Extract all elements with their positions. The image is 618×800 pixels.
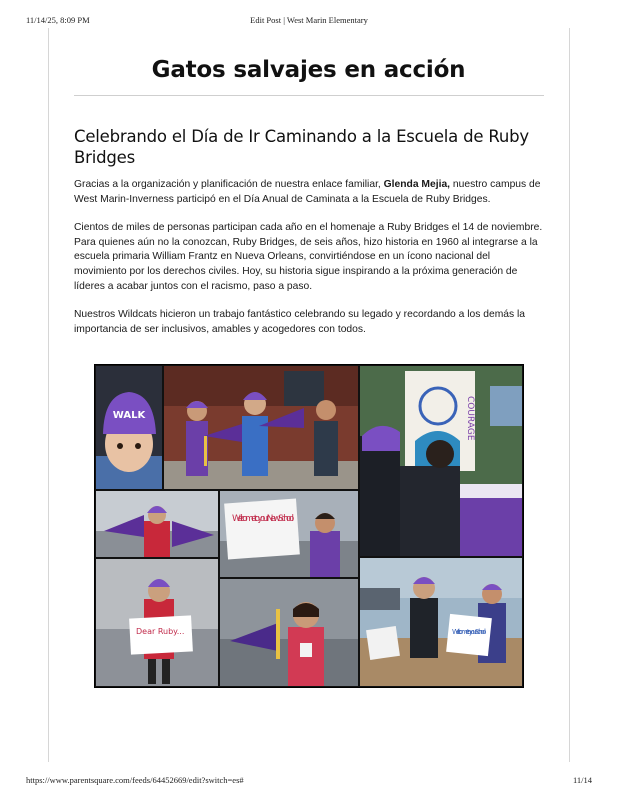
photo-group-with-pennants bbox=[164, 366, 358, 489]
post-title: Celebrando el Día de Ir Caminando a la Escuela de Ruby Bridges bbox=[74, 127, 529, 167]
post-paragraph-1 bbox=[74, 178, 544, 207]
post-paragraph-2: Cientos de miles de personas participan cada año en el homenaje a Ruby Bridges el 14 de noviembre. Para quienes aún no la conozcan, Ruby Bridges, de seis años, hizo historia en 1960 al integrarse a la escuela primaria William Frantz en Nueva Orleans, convirtiéndose en un ícono nacional del movimiento por los derechos civiles. Hoy, su historia sigue inspirando a la próxima generación de líderes a acabar juntos con el racismo, paso a paso. bbox=[74, 222, 543, 292]
post-paragraph-3: Nuestros Wildcats hicieron un trabajo fantástico celebrando su legado y recordando a los demás la importancia de ser inclusivos, amables y acogedores con todos. bbox=[74, 309, 526, 335]
photo-girl-pennant bbox=[96, 491, 218, 557]
print-header bbox=[0, 15, 618, 27]
photo-girl-ruby-sign bbox=[96, 559, 218, 686]
print-page-title: Edit Post | West Marin Elementary bbox=[250, 15, 368, 25]
title-divider bbox=[74, 95, 544, 96]
page-title: Gatos salvajes en acción bbox=[151, 57, 466, 84]
photo-toddler-purple-hat bbox=[96, 366, 162, 489]
hat-walk-text-1: WALK bbox=[112, 410, 146, 421]
welcome-sign2-text: Welcome to your School bbox=[452, 628, 487, 636]
content-border-right bbox=[569, 28, 570, 762]
photo-collage[interactable] bbox=[94, 364, 524, 688]
p1-text-start: Gracias a la organización y planificación de nuestra enlace familiar, bbox=[74, 179, 384, 190]
content-border-left bbox=[48, 28, 49, 762]
photo-welcome-sign bbox=[220, 491, 358, 577]
photo-girl-red-jacket bbox=[220, 579, 358, 686]
photo-kids-welcome-sign bbox=[360, 558, 522, 686]
photo-courage-mural-table bbox=[360, 366, 522, 556]
post-body bbox=[74, 126, 544, 351]
print-page-number: 11/14 bbox=[572, 775, 592, 785]
print-datetime: 11/14/25, 8:09 PM bbox=[26, 15, 90, 25]
mural-text: COURAGE bbox=[465, 396, 475, 441]
welcome-sign-text: Welcome to your New School bbox=[232, 514, 295, 524]
p1-text-end: nuestro campus de West Marin-Inverness participó en el Día Anual de Caminata a la Escuela de Ruby Bridges. bbox=[74, 179, 541, 205]
family-liaison-name: Glenda Mejia, bbox=[383, 179, 451, 190]
ruby-sign-text: Dear Ruby... bbox=[136, 627, 185, 636]
print-url: https://www.parentsquare.com/feeds/64452669/edit?switch=es# bbox=[26, 775, 244, 785]
